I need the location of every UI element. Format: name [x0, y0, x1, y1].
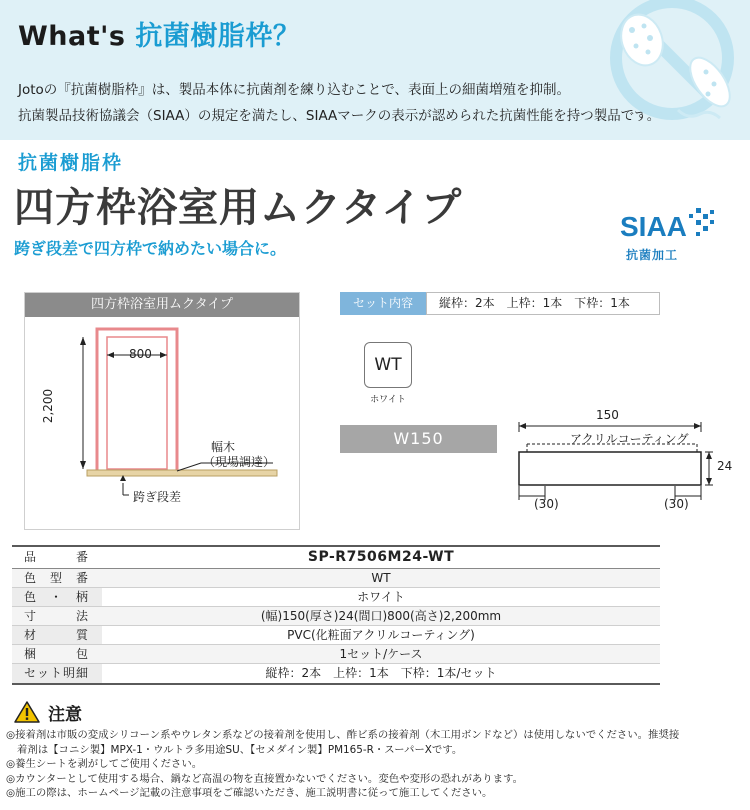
section-right-offset: (30) — [664, 497, 689, 511]
color-chip — [364, 342, 412, 388]
spec-value: (幅)150(厚さ)24(間口)800(高さ)2,200mm — [102, 607, 660, 625]
section-coating-label: アクリルコーティング — [570, 432, 689, 446]
set-contents-value: 縦枠：2本 上枠：1本 下枠：1本 — [426, 292, 660, 315]
hero-line-2: 抗菌製品技術協議会（SIAA）の規定を満たし、SIAAマークの表示が認められた抗菌性能を持つ製品です。 — [18, 108, 661, 124]
spec-table — [12, 545, 660, 685]
set-contents-label: セット内容 — [340, 292, 426, 315]
spec-row-dimensions — [12, 607, 660, 626]
spec-row-packing — [12, 645, 660, 664]
hero-title-accent: 抗菌樹脂枠？ — [135, 21, 301, 52]
diagram-width-dim: 800 — [129, 347, 152, 361]
spec-key: 品番 — [12, 547, 102, 568]
spec-key: 梱包 — [12, 645, 102, 663]
siaa-label: 抗菌加工 — [626, 248, 679, 262]
diagram-height-dim: 2,200 — [41, 388, 56, 424]
caution-note: ◎施工の際は、ホームページ記載の注意事項をご確認いただき、施工説明書に従って施工してください。 — [6, 787, 493, 799]
product-name: 四方枠浴室用ムクタイプ — [14, 185, 463, 231]
spec-row-material — [12, 626, 660, 645]
spec-value: SP-R7506M24-WT — [307, 549, 455, 565]
product-category: 抗菌樹脂枠 — [18, 152, 124, 174]
diagram-title: 四方枠浴室用ムクタイプ — [25, 293, 299, 317]
spec-row-part-number — [12, 547, 660, 569]
spec-value: ホワイト — [357, 590, 405, 604]
antibacterial-germ-icon — [560, 0, 750, 140]
caution-note: ◎カウンターとして使用する場合、鍋など高温の物を直接置かないでください。変色や変形の恐れがあります。 — [6, 772, 523, 785]
spec-key: 色・柄 — [12, 588, 102, 606]
frame-diagram — [24, 292, 300, 530]
product-tagline: 跨ぎ段差で四方枠で納めたい場合に。 — [14, 239, 287, 258]
caution-note: ◎養生シートを剥がしてご使用ください。 — [6, 758, 203, 770]
spec-key: セット明細 — [12, 664, 102, 683]
step-label: 跨ぎ段差 — [133, 490, 182, 504]
color-name: ホワイト — [370, 395, 406, 405]
hero-banner — [0, 0, 750, 140]
spec-key: 材質 — [12, 626, 102, 644]
hero-title — [18, 14, 300, 53]
caution-note: 着剤は【コニシ製】MPX-1・ウルトラ多用途SU、【セメダイン製】PM165-R・スーパーXです。 — [17, 743, 463, 756]
section-thickness-dim: 24 — [717, 459, 733, 473]
spec-value: 縦枠：2本 上枠：1本 下枠：1本/セット — [265, 666, 497, 680]
spec-value: WT — [102, 569, 660, 587]
color-code: WT — [374, 355, 402, 375]
caution-notes — [6, 728, 746, 801]
spec-row-color-code — [12, 569, 660, 588]
caution-title: 注意 — [48, 705, 82, 725]
section-left-offset: (30) — [534, 497, 559, 511]
spec-value: PVC(化粧面アクリルコーティング) — [287, 628, 475, 642]
section-width-dim: 150 — [596, 408, 619, 422]
spec-row-set-details — [12, 664, 660, 683]
warning-icon — [14, 701, 40, 723]
baseboard-note: （現場調達） — [203, 455, 276, 469]
width-bar: W150 — [340, 425, 497, 453]
caution-note: ◎接着剤は市販の変成シリコーン系やウレタン系などの接着剤を使用し、酢ビ系の接着剤（木工用ボンドなど）は使用しないでください。推奨接 — [6, 729, 680, 741]
baseboard-label: 幅木 — [211, 440, 236, 454]
hero-line-1: Jotoの『抗菌樹脂枠』は、製品本体に抗菌剤を練り込むことで、表面上の細菌増殖を抑制。 — [18, 82, 571, 98]
hero-title-prefix: What's — [18, 21, 136, 52]
spec-value: 1セット/ケース — [102, 645, 660, 663]
spec-key: 寸法 — [12, 607, 102, 625]
siaa-mark-text: SIAA — [620, 211, 687, 242]
spec-row-color-pattern — [12, 588, 660, 607]
spec-key: 色型番 — [12, 569, 102, 587]
